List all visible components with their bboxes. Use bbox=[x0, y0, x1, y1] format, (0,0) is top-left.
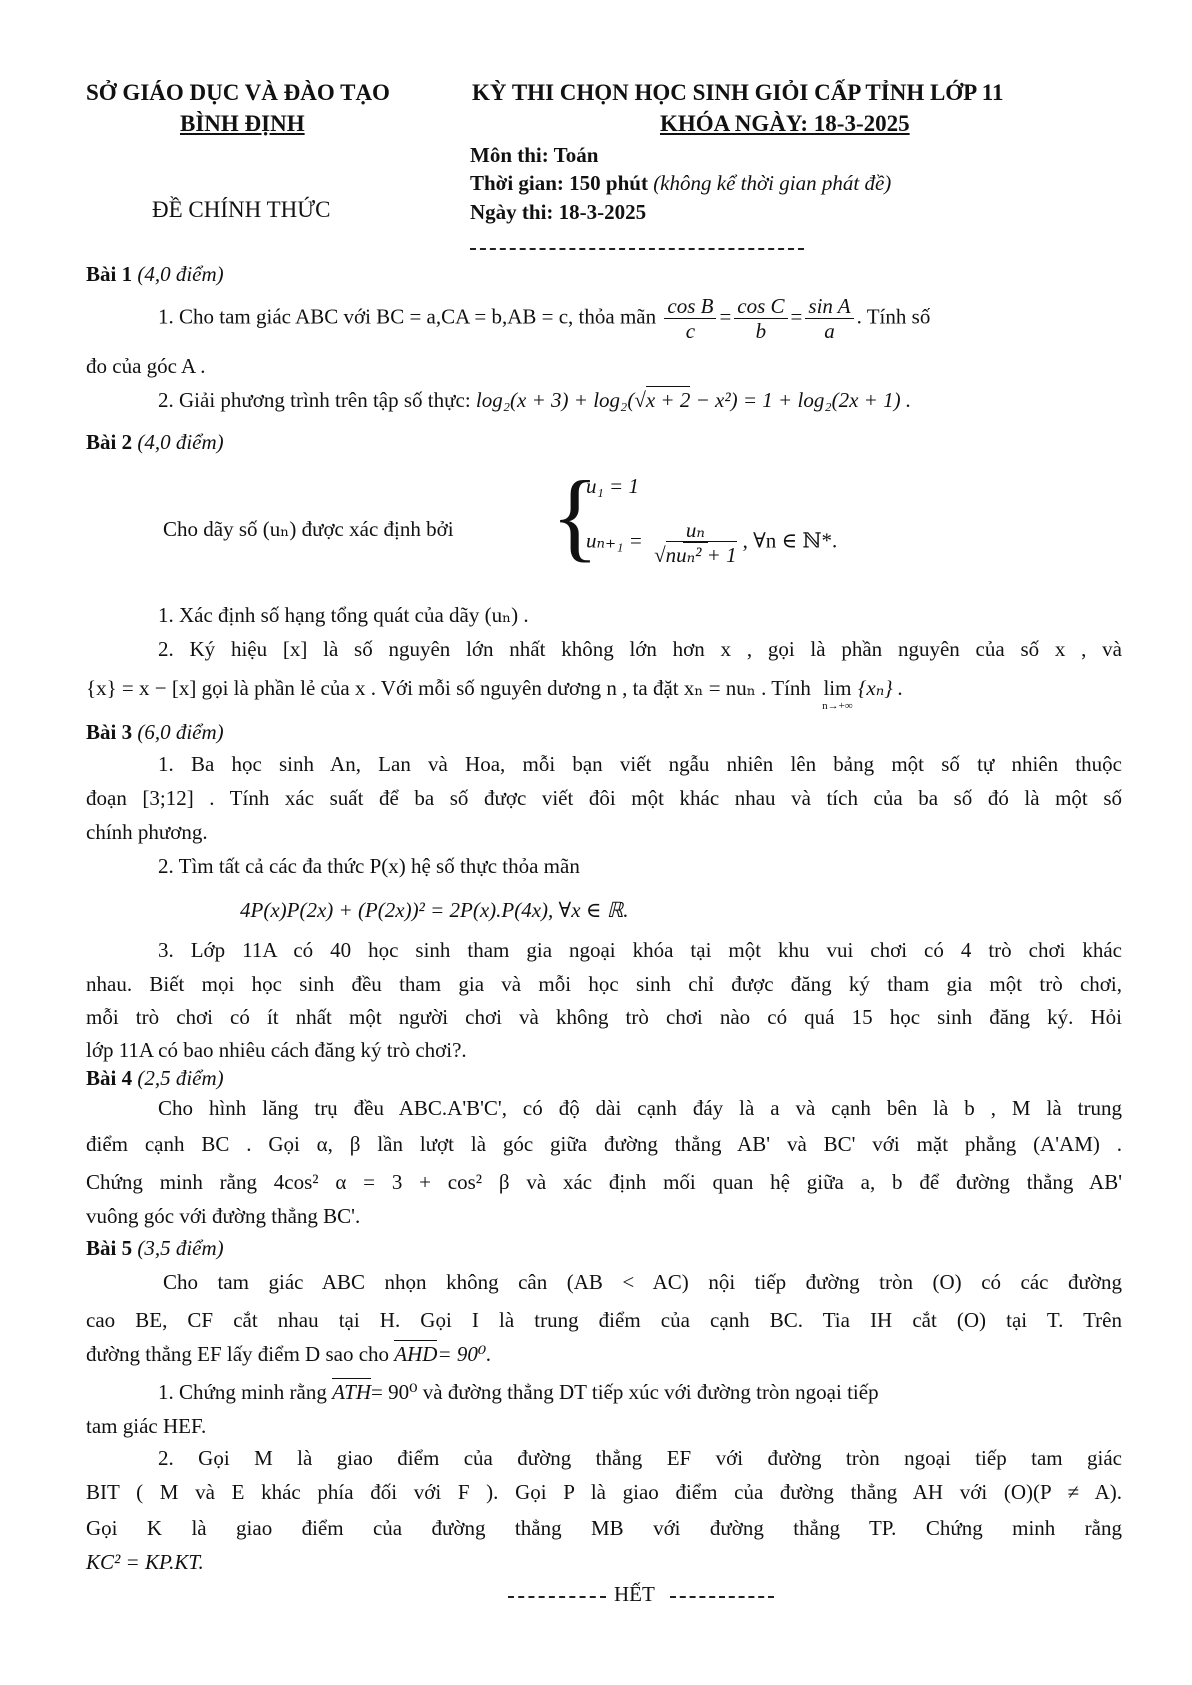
problem-5-line-1: Cho tam giác ABC nhọn không cân (AB < AC) nội tiếp đường tròn (O) có các đường bbox=[163, 1270, 1122, 1294]
problem-3-part-3-line-3: mỗi trò chơi có ít nhất một người chơi và không trò chơi nào có quá 15 học sinh đăng ký. Hỏi bbox=[86, 1005, 1122, 1029]
problem-1-part-1 bbox=[158, 294, 930, 343]
frac-num: sin A bbox=[805, 294, 853, 319]
fraction-cosb-c bbox=[664, 294, 716, 343]
problem-5-part-2-line-4: KC² = KP.KT. bbox=[86, 1550, 204, 1574]
problem-5-title: Bài 5 bbox=[86, 1236, 133, 1260]
frac-den: b bbox=[755, 319, 767, 344]
problem-1-part-2-intro: 2. Giải phương trình trên tập số thực: bbox=[158, 388, 471, 412]
problem-5-part-2-line-1: 2. Gọi M là giao điểm của đường thẳng EF với đường tròn ngoại tiếp tam giác bbox=[158, 1446, 1122, 1470]
log-equation-left: log₂(x + 3) + log₂( bbox=[475, 388, 635, 412]
problem-3-part-1-line-2: đoạn [3;12] . Tính xác suất để ba số được viết đôi một khác nhau và tích của ba số đó là một số bbox=[86, 786, 1122, 810]
frac-den: c bbox=[685, 319, 696, 344]
header-divider bbox=[470, 248, 804, 250]
problem-1-part-2 bbox=[158, 388, 911, 413]
problem-3-part-2-line-1: 2. Tìm tất cả các đa thức P(x) hệ số thực thỏa mãn bbox=[158, 854, 580, 878]
frac-num: cos B bbox=[664, 294, 716, 319]
sqrt-radicand: x + 2 bbox=[645, 388, 691, 412]
problem-5-line-2: cao BE, CF cắt nhau tại H. Gọi I là trung điểm của cạnh BC. Tia IH cắt (O) tại T. Trên bbox=[86, 1308, 1122, 1332]
polynomial-equation: 4P(x)P(2x) + (P(2x))² = 2P(x).P(4x), ∀x ∈ ℝ. bbox=[240, 898, 629, 922]
footer-dash-left bbox=[508, 1596, 606, 1598]
problem-1-title: Bài 1 bbox=[86, 262, 133, 286]
problem-5-part-1-line-1 bbox=[158, 1380, 879, 1405]
problem-1-part-1-intro: 1. Cho tam giác ABC với BC = a,CA = b,AB = c, thỏa mãn bbox=[158, 304, 657, 329]
problem-3-part-3-line-1: 3. Lớp 11A có 40 học sinh tham gia ngoại khóa tại một khu vui chơi có 4 trò chơi khác bbox=[158, 938, 1122, 962]
footer-dash-right bbox=[670, 1596, 774, 1598]
problem-2-part-2-text: {x} = x − [x] gọi là phần lẻ của x . Với mỗi số nguyên dương n , ta đặt xₙ = nuₙ . Tính bbox=[86, 676, 811, 700]
problem-5-part-1-text: 1. Chứng minh rằng bbox=[158, 1380, 327, 1404]
angle-value: = 90⁰. bbox=[437, 1342, 492, 1366]
recurrence-lhs: uₙ₊₁ = bbox=[586, 528, 643, 553]
exam-subject: Môn thi: Toán bbox=[470, 143, 599, 167]
sqrt-radicand: nuₙ² + 1 bbox=[665, 543, 737, 568]
problem-2-part-2-line-1: 2. Ký hiệu [x] là số nguyên lớn nhất không lớn hơn x , gọi là phần nguyên của số x , và bbox=[158, 637, 1122, 661]
problem-1-part-1-tail: . Tính số bbox=[856, 304, 931, 329]
problem-3-part-3-line-4: lớp 11A có bao nhiêu cách đăng ký trò chơi?. bbox=[86, 1038, 467, 1062]
problem-4-points: (2,5 điểm) bbox=[137, 1066, 224, 1090]
problem-5-part-1-line-2: tam giác HEF. bbox=[86, 1414, 207, 1438]
exam-title: KỲ THI CHỌN HỌC SINH GIỎI CẤP TỈNH LỚP 11 bbox=[472, 80, 1004, 105]
system-eq-1: u₁ = 1 bbox=[586, 474, 639, 498]
problem-4-line-2: điểm cạnh BC . Gọi α, β lần lượt là góc giữa đường thẳng AB' và BC' với mặt phẳng (A'AM) . bbox=[86, 1132, 1122, 1156]
problem-3-title: Bài 3 bbox=[86, 720, 133, 744]
frac-num: cos C bbox=[734, 294, 787, 319]
problem-2-points: (4,0 điểm) bbox=[137, 430, 224, 454]
system-brace: { bbox=[551, 460, 599, 571]
problem-2-heading bbox=[86, 430, 224, 455]
problem-5-line-3 bbox=[86, 1342, 492, 1367]
problem-3-points: (6,0 điểm) bbox=[137, 720, 224, 744]
problem-5-part-1-rest: = 90⁰ và đường thẳng DT tiếp xúc với đường tròn ngoại tiếp bbox=[371, 1380, 879, 1404]
limit-argument: {xₙ} . bbox=[857, 676, 904, 700]
problem-3-part-3-line-2: nhau. Biết mọi học sinh đều tham gia và mỗi học sinh chỉ được đăng ký tham gia một trò chơi, bbox=[86, 972, 1122, 996]
department-name: SỞ GIÁO DỤC VÀ ĐÀO TẠO bbox=[86, 80, 390, 105]
problem-5-points: (3,5 điểm) bbox=[137, 1236, 224, 1260]
problem-2-part-1: 1. Xác định số hạng tổng quát của dãy (uₙ) . bbox=[158, 603, 529, 627]
lim-subscript: n→+∞ bbox=[822, 700, 853, 712]
fraction-sina-a bbox=[805, 294, 853, 343]
problem-2-part-2-line-2 bbox=[86, 676, 903, 712]
problem-4-heading bbox=[86, 1066, 224, 1091]
fraction-cosc-b bbox=[734, 294, 787, 343]
province-name: BÌNH ĐỊNH bbox=[180, 111, 305, 136]
problem-1-part-1-cont: đo của góc A . bbox=[86, 354, 206, 378]
lim-label: lim bbox=[823, 676, 852, 700]
exam-duration bbox=[470, 171, 891, 196]
problem-3-part-1-line-1: 1. Ba học sinh An, Lan và Hoa, mỗi bạn viết ngẫu nhiên lên bảng một số tự nhiên thuộc bbox=[158, 752, 1122, 776]
equals-sign: = bbox=[790, 304, 803, 329]
problem-5-heading bbox=[86, 1236, 224, 1261]
duration-note: (không kể thời gian phát đề) bbox=[653, 171, 892, 195]
log-equation-right: − x²) = 1 + log₂(2x + 1) . bbox=[690, 388, 912, 412]
problem-4-title: Bài 4 bbox=[86, 1066, 133, 1090]
limit-operator bbox=[822, 676, 853, 712]
equals-sign: = bbox=[719, 304, 732, 329]
frac-den: a bbox=[824, 319, 835, 344]
exam-session: KHÓA NGÀY: 18-3-2025 bbox=[660, 111, 910, 136]
problem-2-title: Bài 2 bbox=[86, 430, 133, 454]
problem-5-part-2-line-2: BIT ( M và E khác phía đối với F ). Gọi P là giao điểm của đường thẳng AH với (O)(P ≠ A). bbox=[86, 1480, 1122, 1504]
problem-4-line-1: Cho hình lăng trụ đều ABC.A'B'C', có độ dài cạnh đáy là a và cạnh bên là b , M là trung bbox=[158, 1096, 1122, 1120]
problem-5-line-3-text: đường thẳng EF lấy điểm D sao cho bbox=[86, 1342, 390, 1366]
official-label: ĐỀ CHÍNH THỨC bbox=[152, 197, 331, 222]
system-eq-2 bbox=[586, 518, 837, 567]
problem-1-points: (4,0 điểm) bbox=[137, 262, 224, 286]
frac-num: uₙ bbox=[683, 518, 708, 543]
problem-2-intro: Cho dãy số (uₙ) được xác định bởi bbox=[163, 517, 454, 541]
angle-ath: ATH bbox=[332, 1380, 372, 1404]
problem-5-part-2-line-3: Gọi K là giao điểm của đường thẳng MB với đường thẳng TP. Chứng minh rằng bbox=[86, 1516, 1122, 1540]
sqrt-symbol: √ bbox=[634, 388, 646, 412]
duration-text: Thời gian: 150 phút bbox=[470, 171, 648, 195]
recurrence-fraction bbox=[651, 518, 740, 567]
angle-ahd: AHD bbox=[394, 1342, 438, 1366]
problem-1-heading bbox=[86, 262, 224, 287]
recurrence-tail: , ∀n ∈ ℕ*. bbox=[742, 528, 838, 553]
problem-4-line-4: vuông góc với đường thẳng BC'. bbox=[86, 1204, 361, 1228]
problem-3-part-1-line-3: chính phương. bbox=[86, 820, 208, 844]
problem-3-heading bbox=[86, 720, 224, 745]
problem-4-line-3: Chứng minh rằng 4cos² α = 3 + cos² β và xác định mối quan hệ giữa a, b để đường thẳng AB' bbox=[86, 1170, 1122, 1194]
exam-date: Ngày thi: 18-3-2025 bbox=[470, 200, 647, 224]
end-marker: HẾT bbox=[614, 1582, 655, 1606]
frac-den: √nuₙ² + 1 bbox=[654, 543, 737, 568]
